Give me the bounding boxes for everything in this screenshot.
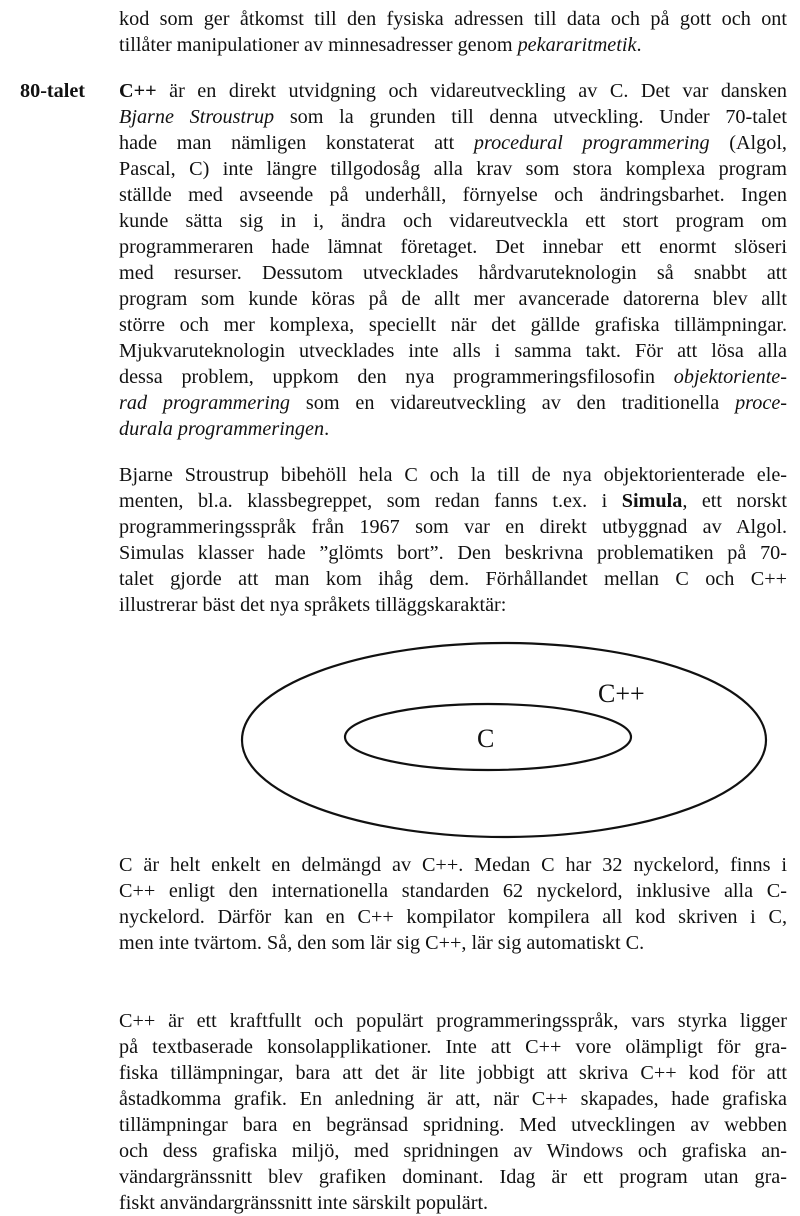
text-line: ställde med avseende på underhåll, förnyelse och ändringsbarhet. Ingen [119,184,787,206]
intro-paragraph [119,6,787,58]
text-line: men inte tvärtom. Så, den som lär sig C++, lär sig automatiskt C. [119,932,645,954]
italic-term: pekararitmetik [517,34,637,56]
text-line: hade man nämligen konstaterat att procedural programmering (Algol, [119,132,787,154]
section-paragraph-cpp-history [119,78,787,442]
italic-term: durala programmeringen [119,418,325,440]
text-line: illustrerar bäst det nya språkets tilläggskaraktär: [119,594,507,616]
bold-term: C++ [119,80,157,102]
text-line: programmeraren hade lämnat företaget. Det innebar ett enormt slöseri [119,236,787,258]
text-line: C++ enligt den internationella standarden 62 nyckelord, inklusive alla C- [119,880,787,902]
text-line: med resurser. Dessutom utvecklades hårdvaruteknologin så snabbt att [119,262,787,284]
italic-term: procedural programmering [473,132,710,154]
text-line: kod som ger åtkomst till den fysiska adressen till data och på gott och ont [119,8,787,30]
paragraph-cpp-graphics [119,1008,787,1216]
italic-term: Bjarne Stroustrup [119,106,275,128]
text-line: talet gjorde att man kom ihåg dem. Förhållandet mellan C och C++ [119,568,787,590]
text-line: menten, bl.a. klassbegreppet, som redan fanns t.ex. i Simula, ett norskt [119,490,787,512]
text-line: nyckelord. Därför kan en C++ kompilator kompilera all kod skriven i C, [119,906,787,928]
cpp-outer-ellipse [242,643,766,837]
italic-term: rad programmering [119,392,291,414]
text-line: program som kunde köras på de allt mer avancerade datorerna blev allt [119,288,787,310]
text-line: Mjukvaruteknologin utvecklades inte alls i samma takt. För att lösa alla [119,340,787,362]
text-line: på textbaserade konsolapplikationer. Inte att C++ vore olämpligt för gra- [119,1036,787,1058]
subset-diagram-svg [0,640,800,860]
text-line: programmeringsspråk från 1967 som var en direkt utbyggnad av Algol. [119,516,787,538]
text-line: åstadkomma grafik. En anledning är att, när C++ skapades, hade grafiska [119,1088,787,1110]
text-line: Simulas klasser hade ”glömts bort”. Den beskrivna problematiken på 70- [119,542,787,564]
text-line: Bjarne Stroustrup som la grunden till denna utveckling. Under 70-talet [119,106,787,128]
text-line: C++ är en direkt utvidgning och vidareutveckling av C. Det var dansken [119,80,787,102]
text-line: Pascal, C) inte längre tillgodosåg alla krav som stora komplexa program [119,158,787,180]
cpp-label: C++ [598,679,645,708]
text-line: dessa problem, uppkom den nya programmeringsfilosofin objektoriente- [119,366,787,388]
text-line: rad programmering som en vidareutveckling av den traditionella proce- [119,392,787,414]
text-line: Bjarne Stroustrup bibehöll hela C och la till de nya objektorienterade ele- [119,464,787,486]
section-label: 80-talet [20,80,86,102]
paragraph-stroustrup-simula [119,462,787,618]
text-line: durala programmeringen. [119,418,330,440]
text-line: C är helt enkelt en delmängd av C++. Medan C har 32 nyckelord, finns i [119,854,787,876]
c-label: C [477,724,495,753]
italic-term: proce- [735,392,787,414]
text-line: fiska tillämpningar, bara att det är lite jobbigt att skriva C++ kod för att [119,1062,787,1084]
paragraph-subset-keywords [119,852,787,956]
text-line: C++ är ett kraftfullt och populärt programmeringsspråk, vars styrka ligger [119,1010,787,1032]
text-line: kunde sätta sig in i, ändra och vidareutveckla ett stort program om [119,210,787,232]
text-line: och dess grafiska miljö, med spridningen av Windows och grafiska an- [119,1140,787,1162]
text-line: fiskt användargränssnitt inte särskilt populärt. [119,1192,489,1214]
text-line: tillåter manipulationer av minnesadresser genom pekararitmetik. [119,34,642,56]
text-line: större och mer komplexa, speciellt när det gällde grafiska tillämpningar. [119,314,787,336]
text-line: vändargränssnitt blev grafiken dominant. Idag är ett program utan gra- [119,1166,787,1188]
italic-term: objektoriente- [673,366,787,388]
c-cpp-subset-diagram [0,640,800,860]
text-line: tillämpningar bara en begränsad spridning. Med utvecklingen av webben [119,1114,787,1136]
bold-term: Simula [621,490,683,512]
